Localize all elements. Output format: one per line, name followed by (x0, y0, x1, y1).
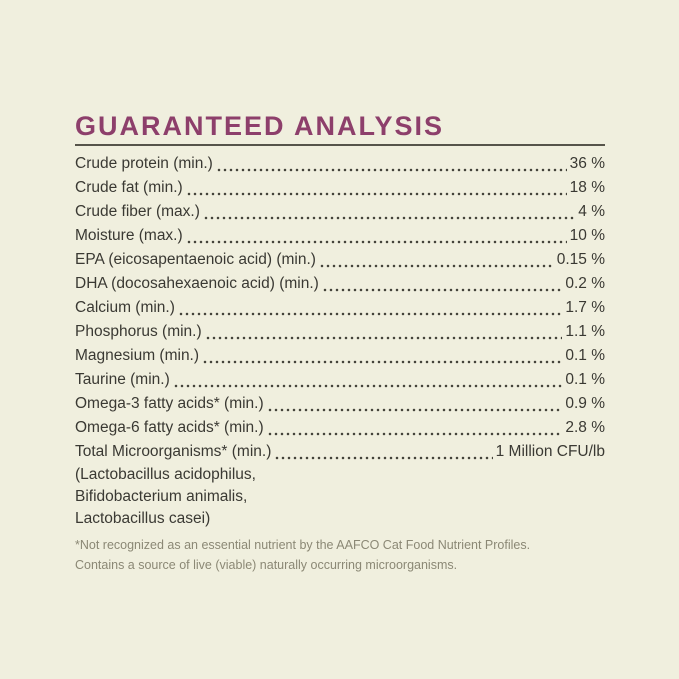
analysis-row (75, 200, 605, 224)
page-title: GUARANTEED ANALYSIS (75, 111, 445, 141)
nutrient-label: Moisture (max.) (75, 227, 183, 244)
nutrient-value: 18 % (569, 179, 605, 196)
nutrient-value: 0.9 % (565, 395, 605, 412)
dot-leader (267, 404, 563, 412)
dot-leader (186, 188, 567, 196)
nutrient-label: Crude fat (min.) (75, 179, 183, 196)
dot-leader (322, 284, 563, 292)
label-content (75, 110, 605, 575)
title-divider (75, 144, 605, 146)
dot-leader (173, 380, 563, 388)
nutrient-value: 0.1 % (565, 347, 605, 364)
analysis-row (75, 368, 605, 392)
nutrient-label: Omega-3 fatty acids* (min.) (75, 395, 264, 412)
analysis-row (75, 320, 605, 344)
nutrient-label: EPA (eicosapentaenoic acid) (min.) (75, 251, 316, 268)
footnote-line: *Not recognized as an essential nutrient by the AAFCO Cat Food Nutrient Profiles. (75, 538, 531, 552)
dot-leader (267, 428, 563, 436)
nutrient-value: 10 % (569, 227, 605, 244)
dot-leader (203, 212, 575, 220)
nutrient-value: 0.15 % (556, 251, 605, 268)
nutrient-value: 36 % (569, 155, 605, 172)
analysis-row (75, 440, 605, 464)
nutrient-label: DHA (docosahexaenoic acid) (min.) (75, 275, 319, 292)
nutrient-label: Magnesium (min.) (75, 347, 200, 364)
dot-leader (274, 452, 492, 460)
analysis-row (75, 272, 605, 296)
nutrient-label: Calcium (min.) (75, 299, 175, 316)
footnote-line: Contains a source of live (viable) naturally occurring microorganisms. (75, 558, 458, 572)
analysis-row (75, 224, 605, 248)
dot-leader (178, 308, 562, 316)
analysis-row (75, 296, 605, 320)
microorganism-line: Bifidobacterium animalis, (75, 488, 248, 505)
nutrient-label: Crude protein (min.) (75, 155, 213, 172)
nutrient-label: Taurine (min.) (75, 371, 170, 388)
nutrient-value: 0.1 % (565, 371, 605, 388)
nutrient-label: Total Microorganisms* (min.) (75, 443, 272, 460)
nutrient-label: Crude fiber (max.) (75, 203, 200, 220)
dot-leader (319, 260, 554, 268)
nutrient-value: 1.7 % (565, 299, 605, 316)
dot-leader (205, 332, 563, 340)
dot-leader (216, 164, 567, 172)
analysis-row (75, 176, 605, 200)
analysis-row (75, 344, 605, 368)
footnotes (75, 535, 605, 575)
nutrient-value: 1.1 % (565, 323, 605, 340)
nutrient-value: 2.8 % (565, 419, 605, 436)
analysis-rows (75, 152, 605, 464)
analysis-row (75, 416, 605, 440)
analysis-row (75, 152, 605, 176)
nutrient-value: 1 Million CFU/lb (495, 443, 605, 460)
analysis-row (75, 248, 605, 272)
microorganism-line: (Lactobacillus acidophilus, (75, 466, 256, 483)
microorganism-line: Lactobacillus casei) (75, 510, 211, 527)
microorganism-sublines (75, 464, 605, 530)
nutrient-label: Omega-6 fatty acids* (min.) (75, 419, 264, 436)
nutrient-value: 0.2 % (565, 275, 605, 292)
analysis-row (75, 392, 605, 416)
dot-leader (186, 236, 567, 244)
nutrient-label: Phosphorus (min.) (75, 323, 202, 340)
dot-leader (202, 356, 562, 364)
nutrient-value: 4 % (578, 203, 605, 220)
